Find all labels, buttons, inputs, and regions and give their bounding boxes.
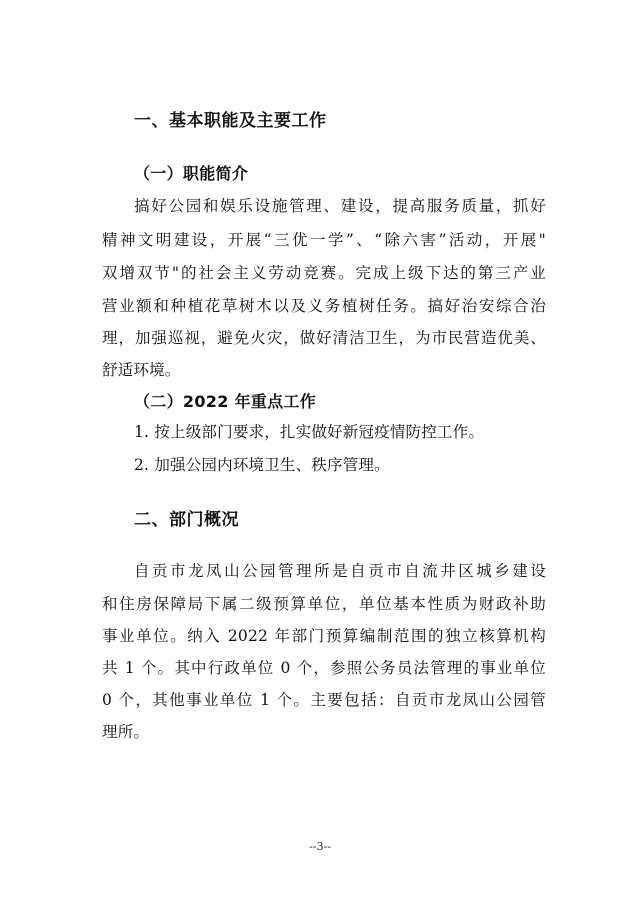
paragraph-line: 精神文明建设，开展“三优一学”、“除六害”活动，开展" — [102, 231, 546, 249]
paragraph-line: 双增双节"的社会主义劳动竞赛。完成上级下达的第三产业 — [102, 264, 546, 282]
paragraph-line: 共 1 个。其中行政单位 0 个，参照公务员法管理的事业单位 — [102, 659, 546, 677]
paragraph-line: 舒适环境。 — [102, 361, 181, 379]
section-1-heading: 一、基本职能及主要工作 — [134, 111, 327, 131]
paragraph-line: 搞好公园和娱乐设施管理、建设，提高服务质量，抓好 — [134, 197, 546, 215]
section-2-heading: 二、部门概况 — [134, 510, 239, 530]
paragraph-line: 营业额和种植花草树木以及义务植树任务。搞好治安综合治 — [102, 297, 546, 315]
page-number: --3-- — [309, 840, 331, 853]
paragraph-line: 理所。 — [102, 723, 150, 741]
paragraph-line: 事业单位。纳入 2022 年部门预算编制范围的独立核算机构 — [102, 627, 546, 645]
paragraph-line: 自贡市龙凤山公园管理所是自贡市自流井区城乡建设 — [134, 562, 546, 580]
paragraph-line: 0 个，其他事业单位 1 个。主要包括：自贡市龙凤山公园管 — [102, 691, 546, 709]
paragraph-line: 和住房保障局下属二级预算单位，单位基本性质为财政补助 — [102, 595, 546, 613]
paragraph-line: 理，加强巡视，避免火灾，做好清洁卫生，为市民营造优美、 — [102, 329, 546, 347]
subsection-2-heading: （二）2022 年重点工作 — [134, 392, 317, 411]
list-item: 2. 加强公园内环境卫生、秩序管理。 — [134, 456, 390, 474]
subsection-1-heading: （一）职能简介 — [134, 164, 249, 183]
list-item: 1. 按上级部门要求，扎实做好新冠疫情防控工作。 — [134, 423, 485, 441]
